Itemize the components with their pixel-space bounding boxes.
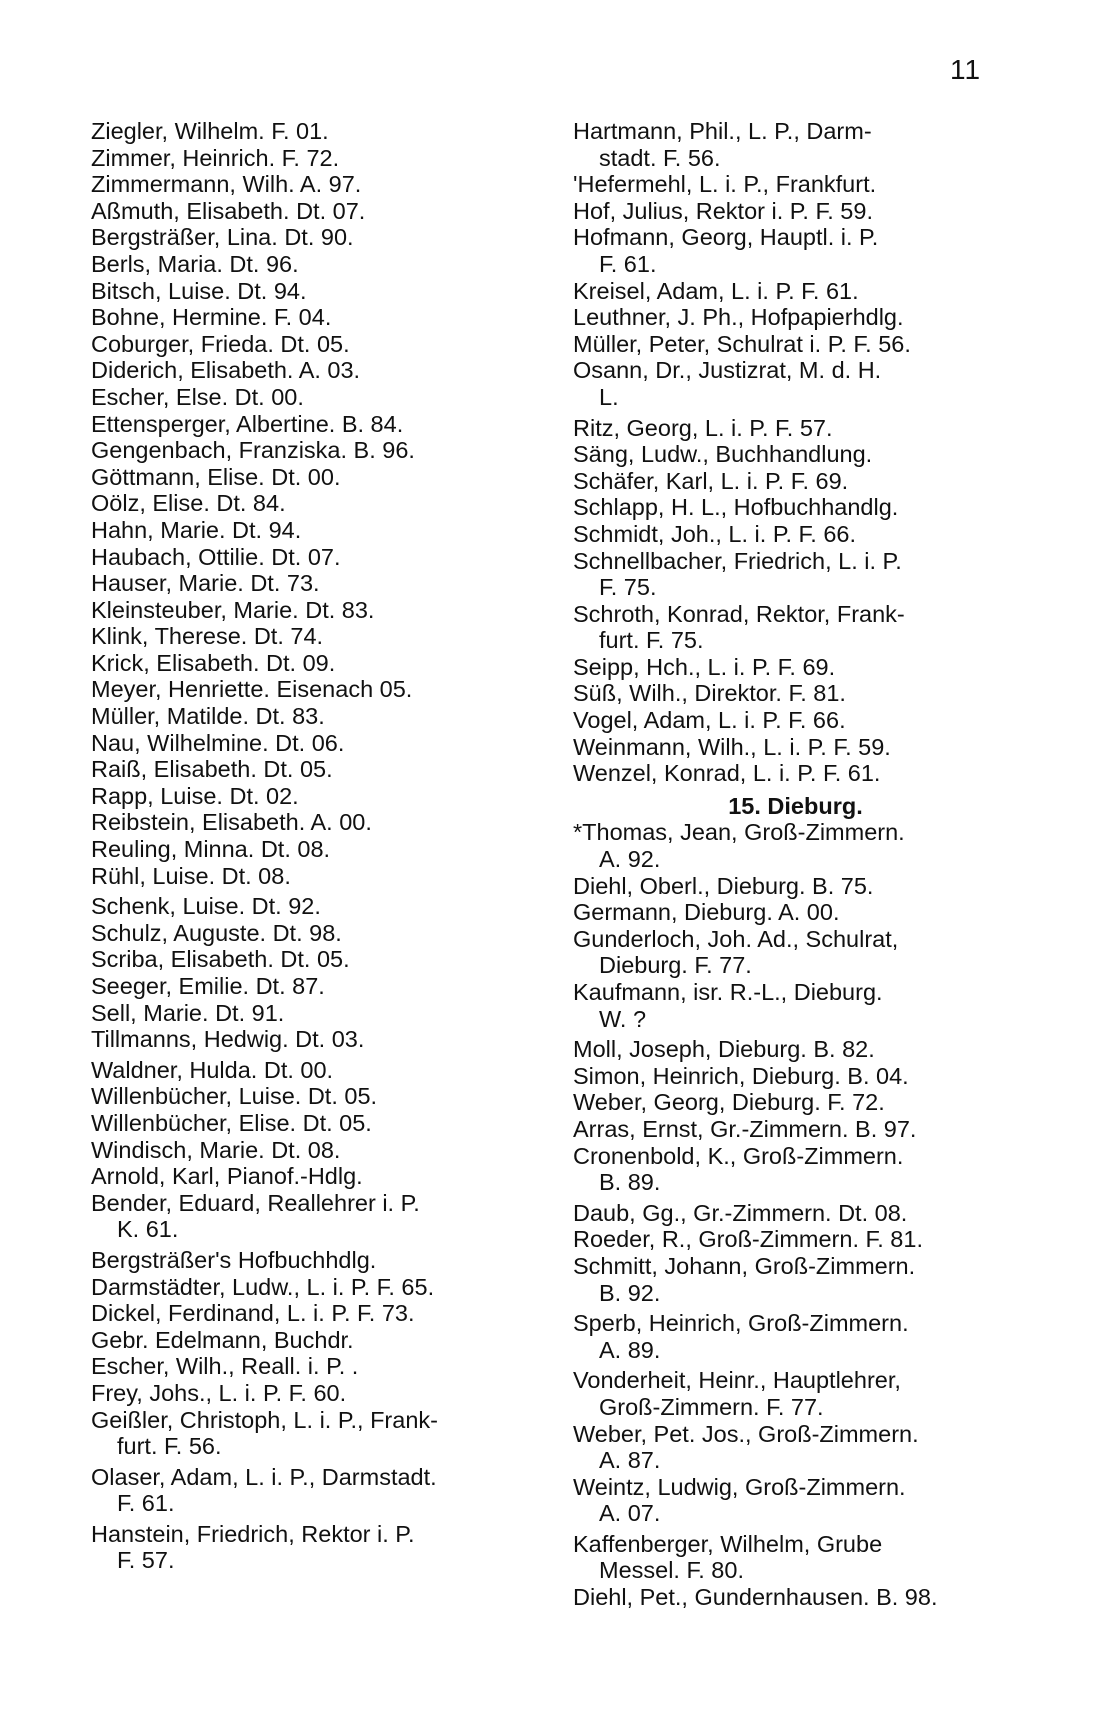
directory-entry-line: Hof, Julius, Rektor i. P. F. 59. [573,197,873,224]
directory-entry-line: Moll, Joseph, Dieburg. B. 82. [573,1036,875,1063]
directory-entry-line: Meyer, Henriette. Eisenach 05. [91,676,413,703]
directory-entry-line: Gebr. Edelmann, Buchdr. [91,1326,354,1353]
directory-entry-line: Zimmer, Heinrich. F. 72. [91,144,340,171]
directory-entry-line: A. 92. [599,846,661,873]
directory-entry-line: Arnold, Karl, Pianof.-Hdlg. [91,1163,363,1190]
directory-entry-line: Coburger, Frieda. Dt. 05. [91,330,350,357]
directory-entry-line: Wenzel, Konrad, L. i. P. F. 61. [573,760,881,787]
directory-entry-line: Reibstein, Elisabeth. A. 00. [91,809,372,836]
directory-entry-line: Schmidt, Joh., L. i. P. F. 66. [573,520,857,547]
directory-entry-line: Schäfer, Karl, L. i. P. F. 69. [573,467,849,494]
directory-entry-line: Schenk, Luise. Dt. 92. [91,893,321,920]
directory-entry-line: Tillmanns, Hedwig. Dt. 03. [91,1026,365,1053]
directory-entry-line: Escher, Wilh., Reall. i. P. . [91,1353,359,1380]
directory-entry-line: Hanstein, Friedrich, Rektor i. P. [91,1520,415,1547]
directory-entry-line: Müller, Matilde. Dt. 83. [91,703,325,730]
directory-entry-line: Weber, Pet. Jos., Groß-Zimmern. [573,1420,919,1447]
directory-entry-line: Schulz, Auguste. Dt. 98. [91,919,342,946]
directory-entry-line: Diderich, Elisabeth. A. 03. [91,357,361,384]
directory-entry-line: A. 89. [599,1336,661,1363]
directory-entry-line: Krick, Elisabeth. Dt. 09. [91,649,336,676]
directory-entry-line: Schmitt, Johann, Groß-Zimmern. [573,1252,916,1279]
directory-entry-line: Vonderheit, Heinr., Hauptlehrer, [573,1367,901,1394]
directory-entry-line: Ettensperger, Albertine. B. 84. [91,410,404,437]
directory-entry-line: L. [599,383,619,410]
directory-entry-line: B. 92. [599,1279,661,1306]
directory-entry-line: Dickel, Ferdinand, L. i. P. F. 73. [91,1300,415,1327]
directory-entry-line: A. 87. [599,1447,661,1474]
directory-entry-line: Dieburg. F. 77. [599,952,752,979]
directory-entry-line: Hahn, Marie. Dt. 94. [91,516,302,543]
directory-entry-line: Vogel, Adam, L. i. P. F. 66. [573,707,846,734]
section-heading: 15. Dieburg. [728,792,863,819]
directory-entry-line: Ziegler, Wilhelm. F. 01. [91,118,329,144]
directory-entry-line: Haubach, Ottilie. Dt. 07. [91,543,341,570]
directory-entry-line: Seeger, Emilie. Dt. 87. [91,973,325,999]
directory-entry-line: Gunderloch, Joh. Ad., Schulrat, [573,925,899,952]
directory-entry-line: Escher, Else. Dt. 00. [91,383,304,410]
directory-entry-line: Hartmann, Phil., L. P., Darm- [573,118,872,144]
directory-entry-line: Aßmuth, Elisabeth. Dt. 07. [91,197,366,224]
directory-entry-line: Schroth, Konrad, Rektor, Frank- [573,600,905,627]
directory-entry-line: F. 61. [117,1490,175,1517]
directory-entry-line: Müller, Peter, Schulrat i. P. F. 56. [573,330,911,357]
directory-entry-line: Hofmann, Georg, Hauptl. i. P. [573,224,879,251]
directory-entry-line: Säng, Ludw., Buchhandlung. [573,441,873,468]
directory-entry-line: Olaser, Adam, L. i. P., Darmstadt. [91,1463,437,1490]
directory-entry-line: Reuling, Minna. Dt. 08. [91,836,331,863]
directory-entry-line: Groß-Zimmern. F. 77. [599,1393,824,1420]
directory-entry-line: Diehl, Oberl., Dieburg. B. 75. [573,872,874,899]
directory-entry-line: Simon, Heinrich, Dieburg. B. 04. [573,1062,909,1089]
directory-entry-line: Kleinsteuber, Marie. Dt. 83. [91,596,375,623]
directory-entry-line: Frey, Johs., L. i. P. F. 60. [91,1379,347,1406]
directory-entry-line: Osann, Dr., Justizrat, M. d. H. [573,357,882,384]
directory-entry-line: Bergsträßer, Lina. Dt. 90. [91,224,354,251]
directory-entry-line: Ritz, Georg, L. i. P. F. 57. [573,414,833,441]
directory-entry-line: Scriba, Elisabeth. Dt. 05. [91,946,350,973]
directory-entry-line: Nau, Wilhelmine. Dt. 06. [91,729,345,756]
directory-entry-line: Seipp, Hch., L. i. P. F. 69. [573,653,836,680]
directory-entry-line: Geißler, Christoph, L. i. P., Frank- [91,1406,438,1433]
directory-entry-line: Roeder, R., Groß-Zimmern. F. 81. [573,1226,923,1253]
page-number: 11 [950,54,982,85]
directory-entry-line: Kaufmann, isr. R.-L., Dieburg. [573,979,883,1005]
directory-entry-line: Weinmann, Wilh., L. i. P. F. 59. [573,733,891,760]
directory-entry-line: Diehl, Pet., Gundernhausen. B. 98. [573,1584,938,1611]
directory-entry-line: Willenbücher, Luise. Dt. 05. [91,1083,378,1110]
directory-entry-line: Daub, Gg., Gr.-Zimmern. Dt. 08. [573,1199,908,1226]
directory-entry-line: Weintz, Ludwig, Groß-Zimmern. [573,1473,906,1500]
directory-entry-line: Cronenbold, K., Groß-Zimmern. [573,1142,904,1169]
directory-entry-line: Berls, Maria. Dt. 96. [91,250,299,277]
directory-entry-line: Hauser, Marie. Dt. 73. [91,570,320,597]
left-column [91,118,531,1574]
directory-entry-line: Bergsträßer's Hofbuchhdlg. [91,1246,377,1273]
directory-entry-line: W. ? [599,1005,647,1032]
directory-entry-line: Süß, Wilh., Direktor. F. 81. [573,680,846,707]
directory-entry-line: Raiß, Elisabeth. Dt. 05. [91,756,333,783]
directory-entry-line: Rapp, Luise. Dt. 02. [91,782,299,809]
directory-entry-line: stadt. F. 56. [599,144,721,171]
directory-entry-line: Kreisel, Adam, L. i. P. F. 61. [573,277,859,304]
directory-entry-line: Gengenbach, Franziska. B. 96. [91,437,415,464]
directory-entry-line: Oölz, Elise. Dt. 84. [91,490,286,517]
directory-entry-line: B. 89. [599,1169,661,1196]
directory-entry-line: Arras, Ernst, Gr.-Zimmern. B. 97. [573,1115,917,1142]
directory-entry-line: Schlapp, H. L., Hofbuchhandlg. [573,494,899,521]
directory-entry-line: Rühl, Luise. Dt. 08. [91,862,291,889]
directory-entry-line: Göttmann, Elise. Dt. 00. [91,463,341,490]
directory-entry-line: Bohne, Hermine. F. 04. [91,304,332,331]
directory-entry-line: F. 57. [117,1547,175,1574]
directory-entry-line: Sperb, Heinrich, Groß-Zimmern. [573,1310,909,1337]
directory-entry-line: Schnellbacher, Friedrich, L. i. P. [573,547,902,574]
directory-entry-line: Messel. F. 80. [599,1557,744,1584]
directory-entry-line: Leuthner, J. Ph., Hofpapierhdlg. [573,304,904,331]
directory-entry-line: furt. F. 75. [599,627,704,654]
directory-entry-line: Darmstädter, Ludw., L. i. P. F. 65. [91,1273,435,1300]
directory-entry-line: F. 75. [599,574,657,601]
directory-entry-line: Waldner, Hulda. Dt. 00. [91,1056,334,1083]
directory-entry-line: Bender, Eduard, Reallehrer i. P. [91,1189,420,1216]
directory-entry-line: Windisch, Marie. Dt. 08. [91,1136,341,1163]
right-column [573,118,1018,1611]
directory-entry-line: Kaffenberger, Wilhelm, Grube [573,1530,883,1557]
directory-entry-line: 'Hefermehl, L. i. P., Frankfurt. [573,171,877,198]
directory-entry-line: furt. F. 56. [117,1433,222,1460]
directory-entry-line: Klink, Therese. Dt. 74. [91,623,324,650]
directory-entry-line: Zimmermann, Wilh. A. 97. [91,171,362,198]
directory-entry-line: K. 61. [117,1216,179,1243]
directory-entry-line: Bitsch, Luise. Dt. 94. [91,277,307,304]
directory-entry-line: Sell, Marie. Dt. 91. [91,999,285,1026]
directory-entry-line: Willenbücher, Elise. Dt. 05. [91,1109,372,1136]
directory-entry-line: Weber, Georg, Dieburg. F. 72. [573,1089,885,1116]
directory-entry-line: *Thomas, Jean, Groß-Zimmern. [573,819,905,846]
directory-entry-line: Germann, Dieburg. A. 00. [573,899,840,926]
directory-entry-line: A. 07. [599,1500,661,1527]
directory-entry-line: F. 61. [599,250,657,277]
